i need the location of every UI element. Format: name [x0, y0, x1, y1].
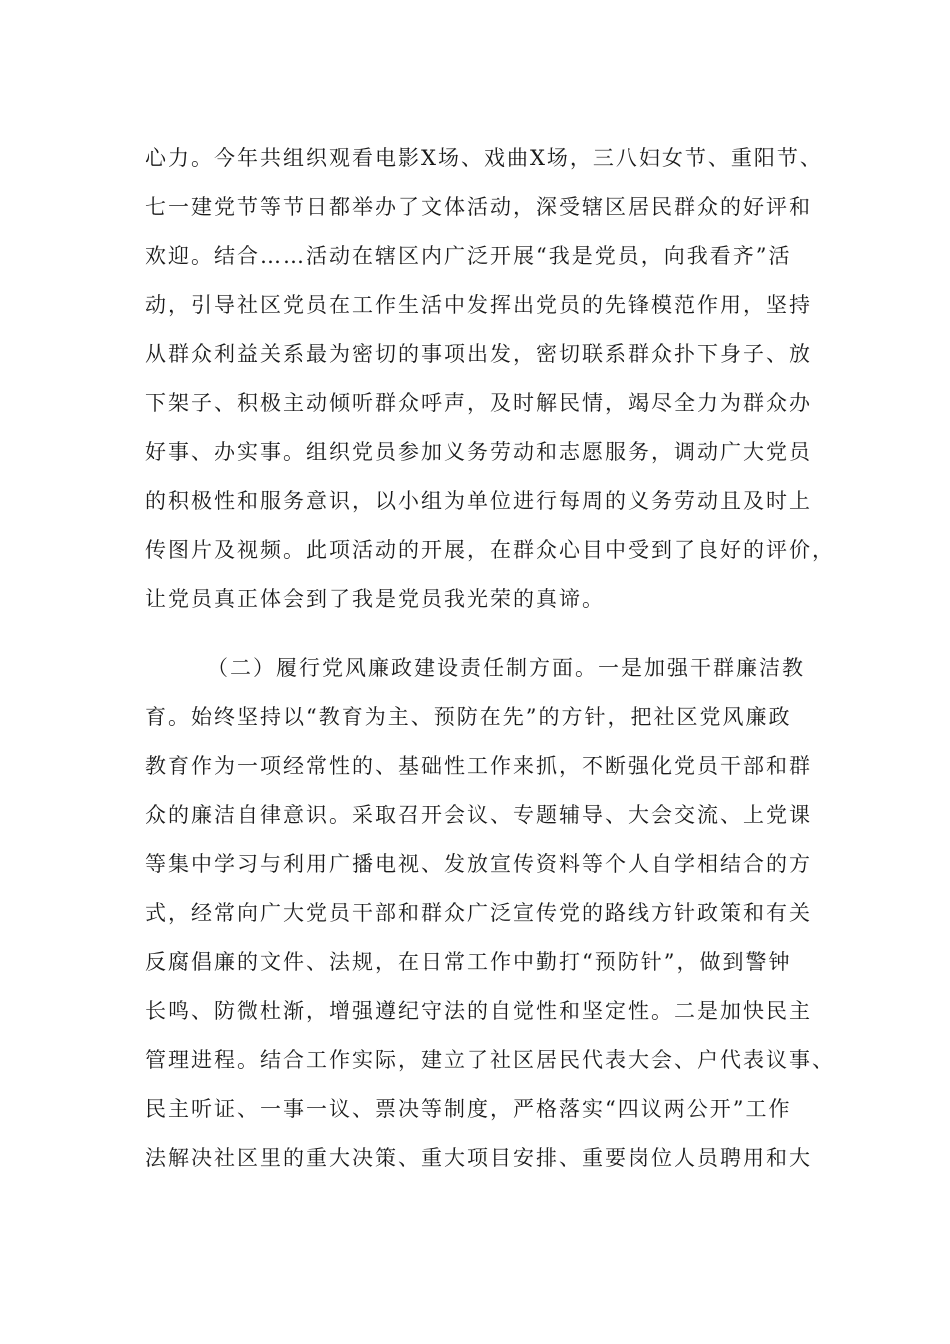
- text-line: 的积极性和服务意识，以小组为单位进行每周的义务劳动且及时上: [145, 489, 812, 513]
- text-line: 等集中学习与利用广播电视、发放宣传资料等个人自学相结合的方: [145, 852, 812, 876]
- section-heading-line: （二）履行党风廉政建设责任制方面。一是加强干群廉洁教: [207, 656, 805, 680]
- text-line: 下架子、积极主动倾听群众呼声，及时解民情，竭尽全力为群众办: [145, 391, 812, 415]
- text-line: 七一建党节等节日都举办了文体活动，深受辖区居民群众的好评和: [145, 195, 812, 219]
- text-line: 反腐倡廉的文件、法规，在日常工作中勤打“预防针”，做到警钟: [145, 950, 792, 974]
- text-line: 长鸣、防微杜渐，增强遵纪守法的自觉性和坚定性。二是加快民主: [145, 999, 812, 1023]
- text-line: 教育作为一项经常性的、基础性工作来抓，不断强化党员干部和群: [145, 754, 812, 778]
- text-line: 动，引导社区党员在工作生活中发挥出党员的先锋模范作用，坚持: [145, 293, 812, 317]
- text-line: 欢迎。结合……活动在辖区内广泛开展“我是党员，向我看齐”活: [145, 244, 792, 268]
- text-line: 从群众利益关系最为密切的事项出发，密切联系群众扑下身子、放: [145, 342, 812, 366]
- text-line: 管理进程。结合工作实际，建立了社区居民代表大会、户代表议事、: [145, 1048, 835, 1072]
- text-line: 式，经常向广大党员干部和群众广泛宣传党的路线方针政策和有关: [145, 901, 812, 925]
- paragraph-continuation: [145, 134, 835, 624]
- text-line: 让党员真正体会到了我是党员我光荣的真谛。: [145, 587, 605, 611]
- paragraph-gap: [145, 624, 835, 644]
- text-line: 众的廉洁自律意识。采取召开会议、专题辅导、大会交流、上党课: [145, 803, 812, 827]
- text-line: 法解决社区里的重大决策、重大项目安排、重要岗位人员聘用和大: [145, 1146, 812, 1170]
- text-line: 传图片及视频。此项活动的开展，在群众心目中受到了良好的评价，: [145, 538, 835, 562]
- document-body: [145, 134, 835, 1183]
- paragraph-section-two: [145, 644, 835, 1183]
- text-line: 心力。今年共组织观看电影X场、戏曲X场，三八妇女节、重阳节、: [145, 146, 823, 170]
- text-line: 育。始终坚持以“教育为主、预防在先”的方针，把社区党风廉政: [145, 705, 792, 729]
- text-line: 好事、办实事。组织党员参加义务劳动和志愿服务，调动广大党员: [145, 440, 812, 464]
- text-line: 民主听证、一事一议、票决等制度，严格落实“四议两公开”工作: [145, 1097, 792, 1121]
